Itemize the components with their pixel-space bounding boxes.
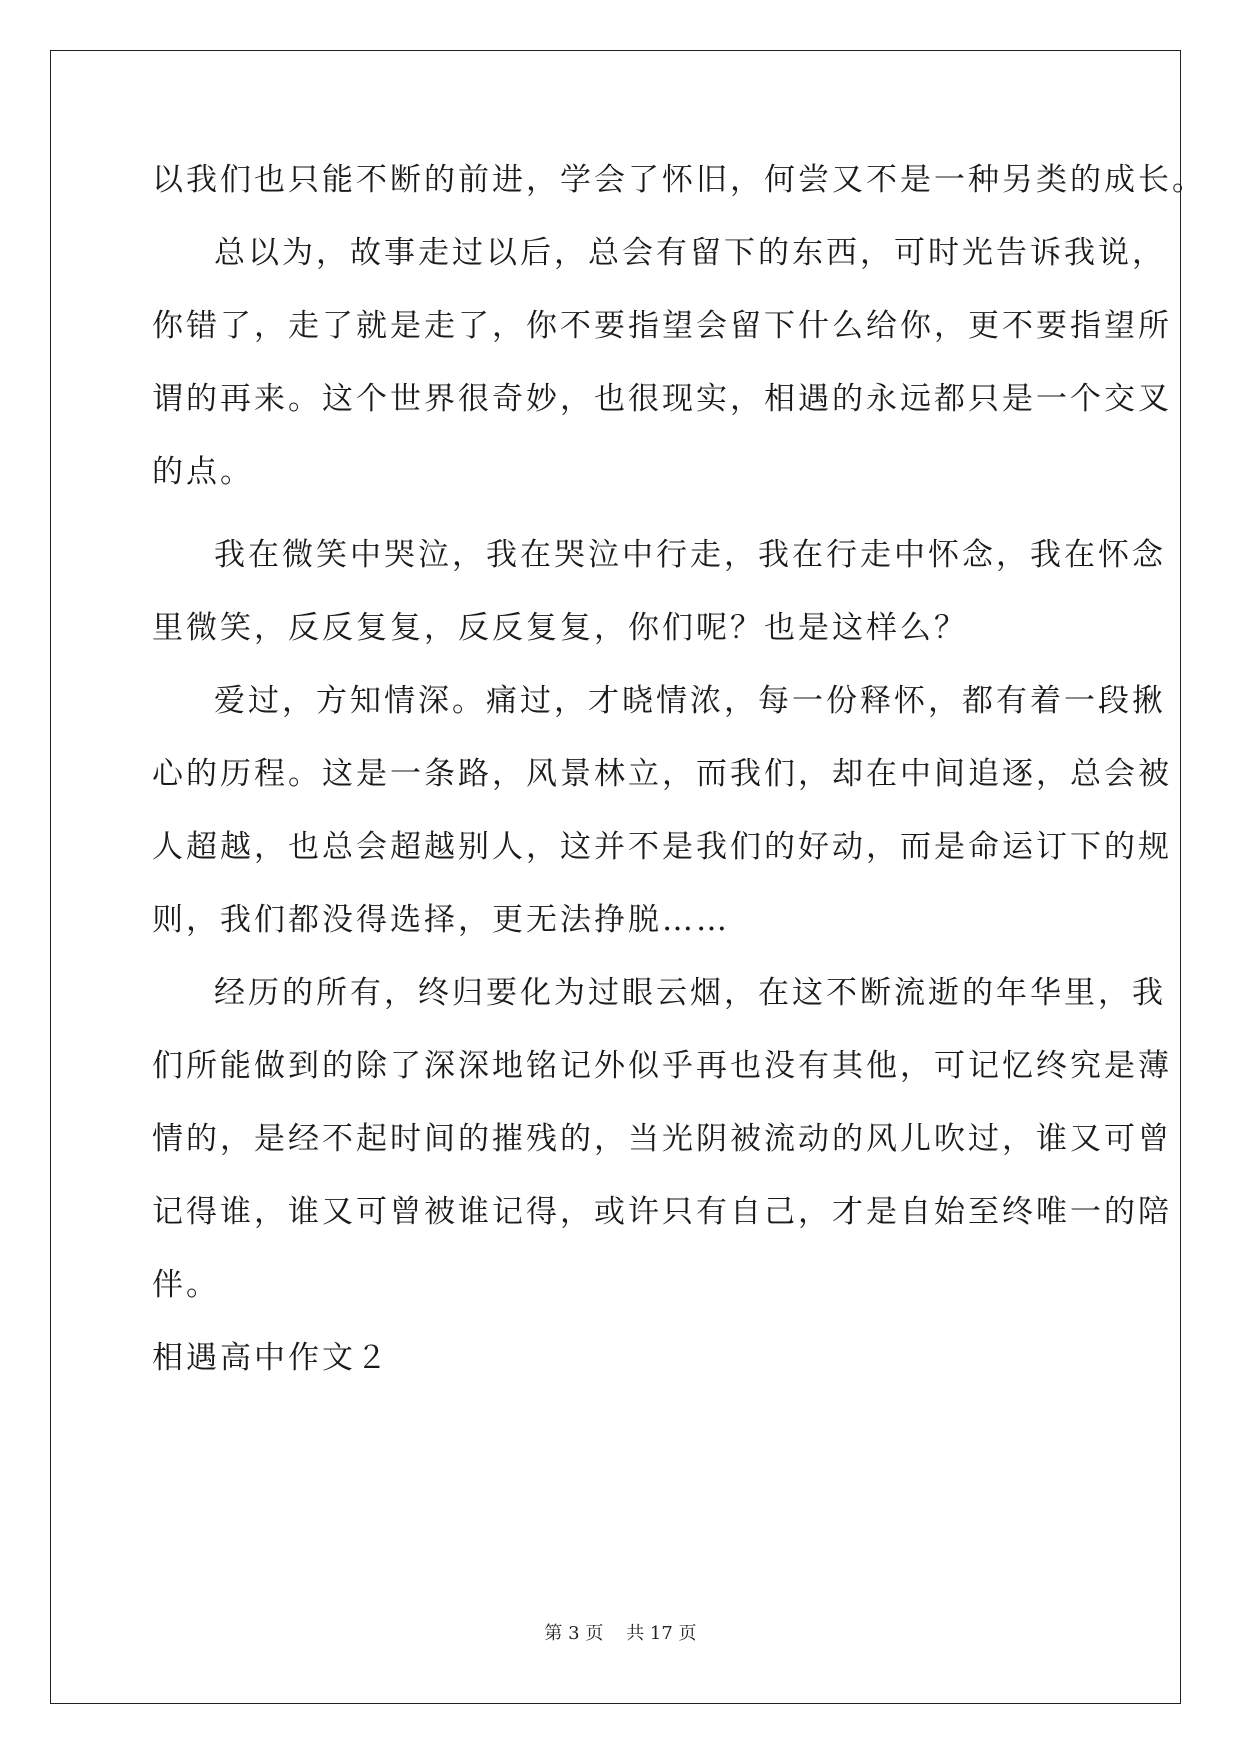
paragraph-line: 总以为，故事走过以后，总会有留下的东西，可时光告诉我说， xyxy=(214,235,1166,271)
paragraph-line: 记得谁，谁又可曾被谁记得，或许只有自己，才是自始至终唯一的陪 xyxy=(152,1194,1172,1230)
page-border xyxy=(50,50,1181,1704)
page-number-footer: 第 3 页 共 17 页 xyxy=(544,1623,697,1644)
paragraph-line: 们所能做到的除了深深地铭记外似乎再也没有其他，可记忆终究是薄 xyxy=(152,1048,1172,1084)
paragraph-line: 我在微笑中哭泣，我在哭泣中行走，我在行走中怀念，我在怀念 xyxy=(214,537,1166,573)
paragraph-line: 谓的再来。这个世界很奇妙，也很现实，相遇的永远都只是一个交叉 xyxy=(152,381,1172,417)
paragraph-line: 的点。 xyxy=(152,454,254,490)
paragraph-line: 以我们也只能不断的前进，学会了怀旧，何尝又不是一种另类的成长。 xyxy=(152,162,1206,198)
paragraph-line: 人超越，也总会超越别人，这并不是我们的好动，而是命运订下的规 xyxy=(152,829,1172,865)
paragraph-line: 则，我们都没得选择，更无法挣脱…… xyxy=(152,902,730,938)
section-heading: 相遇高中作文２ xyxy=(152,1340,390,1376)
paragraph-line: 心的历程。这是一条路，风景林立，而我们，却在中间追逐，总会被 xyxy=(152,756,1172,792)
paragraph-line: 情的，是经不起时间的摧残的，当光阴被流动的风儿吹过，谁又可曾 xyxy=(152,1121,1172,1157)
paragraph-line: 里微笑，反反复复，反反复复，你们呢？也是这样么？ xyxy=(152,610,968,646)
paragraph-line: 爱过，方知情深。痛过，才晓情浓，每一份释怀，都有着一段揪 xyxy=(214,683,1166,719)
paragraph-line: 伴。 xyxy=(152,1267,220,1303)
paragraph-line: 你错了，走了就是走了，你不要指望会留下什么给你，更不要指望所 xyxy=(152,308,1172,344)
paragraph-line: 经历的所有，终归要化为过眼云烟，在这不断流逝的年华里，我 xyxy=(214,975,1166,1011)
